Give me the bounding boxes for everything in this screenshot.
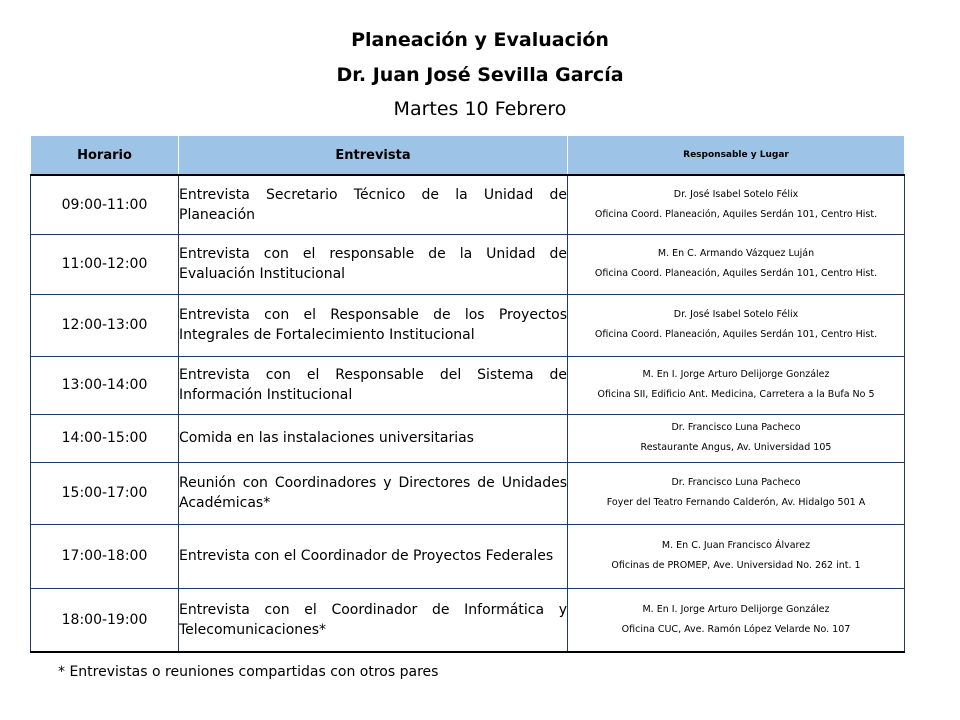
table-header-row: [31, 136, 905, 176]
schedule-date: Martes 10 Febrero: [393, 98, 567, 120]
interview-cell: Entrevista con el Responsable de los Proyectos Integrales de Fortalecimiento Institucional: [179, 294, 568, 356]
time-cell: 13:00-14:00: [31, 356, 179, 414]
table-row: [31, 414, 905, 462]
table-row: [31, 462, 905, 524]
responsible-place: Restaurante Angus, Av. Universidad 105: [640, 442, 832, 453]
responsible-place: Oficinas de PROMEP, Ave. Universidad No. 262 int. 1: [611, 560, 861, 571]
interview-cell: Comida en las instalaciones universitarias: [179, 414, 568, 462]
responsible-name: Dr. José Isabel Sotelo Félix: [673, 188, 799, 200]
responsible-cell: [568, 175, 905, 234]
responsible-name: M. En I. Jorge Arturo Delijorge González: [642, 603, 830, 615]
time-cell: 09:00-11:00: [31, 175, 179, 234]
responsible-name: Dr. José Isabel Sotelo Félix: [673, 309, 799, 320]
responsible-name: M. En I. Jorge Arturo Delijorge González: [642, 369, 830, 380]
time-cell: 14:00-15:00: [31, 414, 179, 462]
responsible-name: Dr. Francisco Luna Pacheco: [671, 422, 801, 433]
schedule-table: [30, 135, 905, 653]
column-header-responsable: Responsable y Lugar: [568, 136, 905, 176]
table-row: [31, 234, 905, 294]
column-header-entrevista: Entrevista: [179, 136, 568, 176]
responsible-place: Oficina Coord. Planeación, Aquiles Serdán 101, Centro Hist.: [594, 208, 878, 220]
responsible-name: Dr. Francisco Luna Pacheco: [671, 477, 801, 488]
responsible-place: Oficina CUC, Ave. Ramón López Velarde No. 107: [621, 623, 851, 635]
table-row: [31, 175, 905, 234]
time-cell: 12:00-13:00: [31, 294, 179, 356]
interview-cell: Entrevista con el responsable de la Unidad de Evaluación Institucional: [179, 234, 568, 294]
time-cell: 18:00-19:00: [31, 588, 179, 652]
responsible-name: M. En C. Juan Francisco Álvarez: [661, 540, 811, 551]
interview-cell: Reunión con Coordinadores y Directores de Unidades Académicas*: [179, 462, 568, 524]
time-cell: 11:00-12:00: [31, 234, 179, 294]
interview-cell: Entrevista con el Coordinador de Proyectos Federales: [179, 524, 568, 588]
responsible-place: Oficina Coord. Planeación, Aquiles Serdán 101, Centro Hist.: [594, 329, 878, 340]
responsible-place: Oficina SII, Edificio Ant. Medicina, Carretera a la Bufa No 5: [597, 389, 875, 400]
responsible-cell: [568, 462, 905, 524]
interview-cell: Entrevista con el Coordinador de Informática y Telecomunicaciones*: [179, 588, 568, 652]
document-title: Planeación y Evaluación: [351, 29, 609, 51]
responsible-cell: [568, 356, 905, 414]
responsible-cell: [568, 524, 905, 588]
interview-cell: Entrevista con el Responsable del Sistema de Información Institucional: [179, 356, 568, 414]
responsible-cell: [568, 414, 905, 462]
table-row: [31, 588, 905, 652]
person-name: Dr. Juan José Sevilla García: [336, 64, 624, 86]
table-row: [31, 294, 905, 356]
responsible-cell: [568, 588, 905, 652]
time-cell: 15:00-17:00: [31, 462, 179, 524]
responsible-place: Foyer del Teatro Fernando Calderón, Av. Hidalgo 501 A: [606, 497, 866, 508]
responsible-cell: [568, 234, 905, 294]
time-cell: 17:00-18:00: [31, 524, 179, 588]
responsible-cell: [568, 294, 905, 356]
responsible-place: Oficina Coord. Planeación, Aquiles Serdán 101, Centro Hist.: [594, 268, 878, 279]
responsible-name: M. En C. Armando Vázquez Luján: [657, 248, 815, 259]
column-header-horario: Horario: [31, 136, 179, 176]
table-row: [31, 356, 905, 414]
interview-cell: Entrevista Secretario Técnico de la Unidad de Planeación: [179, 175, 568, 234]
table-row: [31, 524, 905, 588]
footnote: * Entrevistas o reuniones compartidas con otros pares: [58, 664, 439, 680]
